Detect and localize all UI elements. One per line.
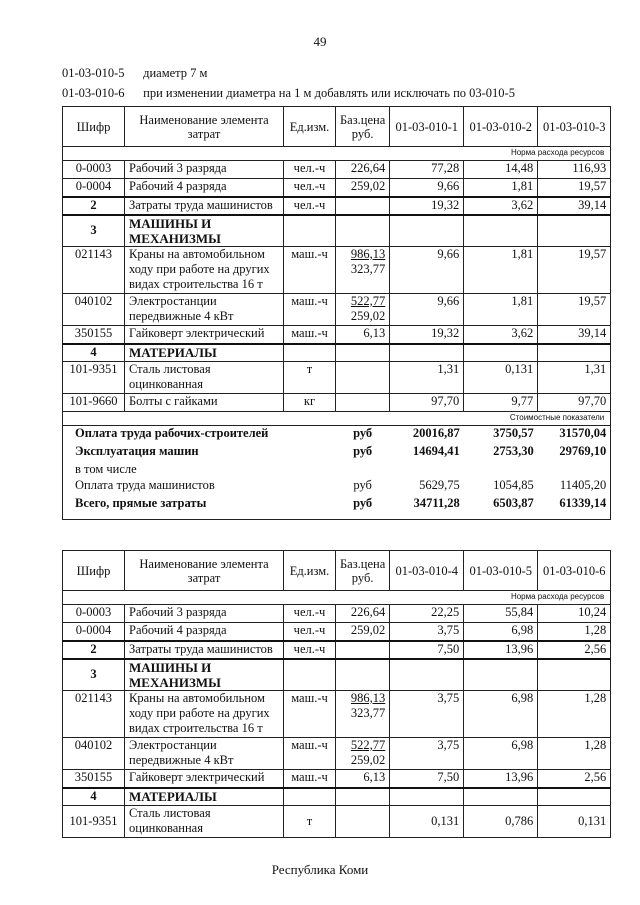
cell-price	[336, 691, 390, 738]
header-line-1	[62, 66, 207, 81]
cell-price	[336, 738, 390, 770]
cost-label: Стоимостные показатели	[63, 412, 611, 426]
norm-label: Норма расхода ресурсов	[63, 147, 611, 161]
cell-value-2: 13,96	[464, 641, 538, 659]
cell-price: 226,64	[336, 161, 390, 179]
cell-name: Рабочий 3 разряда	[125, 161, 284, 179]
cell-value-2: 55,84	[464, 605, 538, 623]
cell-value-1: 9,66	[390, 179, 464, 197]
table-row	[63, 197, 611, 215]
cell-code: 350155	[63, 326, 125, 344]
summary-label: Оплата труда рабочих-строителей	[63, 426, 336, 444]
cell-value-2: 0,131	[464, 362, 538, 394]
cell-unit: чел.-ч	[284, 623, 336, 641]
summary-label: Всего, прямые затраты	[63, 496, 336, 520]
cell-code: 0-0003	[63, 161, 125, 179]
summary-value-3	[538, 462, 611, 478]
cell-price	[336, 394, 390, 412]
norm-row	[63, 591, 611, 605]
cell-code: 0-0004	[63, 623, 125, 641]
cell-code: 101-9351	[63, 806, 125, 838]
header-line-text: диаметр 7 м	[143, 66, 208, 80]
cell-value-3: 19,57	[538, 247, 611, 294]
table-row	[63, 605, 611, 623]
cell-value-1: 97,70	[390, 394, 464, 412]
cell-code: 101-9351	[63, 362, 125, 394]
cell-value-1: 19,32	[390, 197, 464, 215]
header-name: Наименование элемента затрат	[125, 107, 284, 147]
cell-code: 0-0004	[63, 179, 125, 197]
resource-table-2	[62, 550, 611, 838]
page-number: 49	[313, 34, 327, 49]
cell-unit: чел.-ч	[284, 161, 336, 179]
cell-value-2: 3,62	[464, 326, 538, 344]
header-line-2	[62, 86, 515, 101]
cell-value-2: 13,96	[464, 770, 538, 788]
section-row	[63, 659, 611, 691]
cell-unit	[284, 659, 336, 691]
cell-code: 2	[63, 197, 125, 215]
summary-value-1: 20016,87	[412, 426, 460, 440]
summary-value-3: 31570,04	[538, 426, 611, 444]
norm-label: Норма расхода ресурсов	[63, 591, 611, 605]
cell-value-1: 19,32	[390, 326, 464, 344]
summary-row	[63, 478, 611, 496]
cell-value-1: 3,75	[390, 691, 464, 738]
cell-unit: маш.-ч	[284, 294, 336, 326]
cell-value-1	[390, 788, 464, 806]
cell-value-3: 10,24	[538, 605, 611, 623]
summary-value-3: 29769,10	[538, 444, 611, 462]
cell-unit: т	[284, 362, 336, 394]
summary-unit: руб	[336, 496, 390, 520]
table-row	[63, 247, 611, 294]
summary-value-2	[464, 462, 538, 478]
table-row	[63, 641, 611, 659]
summary-row	[63, 462, 611, 478]
section-row	[63, 215, 611, 247]
cell-value-1	[390, 344, 464, 362]
cell-name: Гайковерт электрический	[125, 770, 284, 788]
price-main: 986,13	[350, 691, 386, 705]
cell-value-3: 116,93	[538, 161, 611, 179]
cell-value-3: 39,14	[538, 197, 611, 215]
cell-code: 3	[63, 659, 125, 691]
cell-name: Рабочий 4 разряда	[125, 179, 284, 197]
cell-value-1: 7,50	[390, 770, 464, 788]
header-price: Баз.цена руб.	[336, 107, 390, 147]
cell-value-2: 1,81	[464, 179, 538, 197]
cell-price: 6,13	[336, 770, 390, 788]
cell-value-1: 7,50	[390, 641, 464, 659]
section-title: МАТЕРИАЛЫ	[125, 788, 284, 806]
header-unit: Ед.изм.	[284, 107, 336, 147]
cell-name: Рабочий 3 разряда	[125, 605, 284, 623]
cell-name: Электростанции передвижные 4 кВт	[125, 294, 284, 326]
summary-value-3: 11405,20	[538, 478, 611, 496]
cell-value-3	[538, 788, 611, 806]
table-row	[63, 394, 611, 412]
cell-value-1: 22,25	[390, 605, 464, 623]
section-title: МАТЕРИАЛЫ	[125, 344, 284, 362]
cell-name: Гайковерт электрический	[125, 326, 284, 344]
cell-unit: чел.-ч	[284, 179, 336, 197]
header-line-text: при изменении диаметра на 1 м добавлять или исключать по 03-010-5	[143, 86, 515, 100]
cell-unit: чел.-ч	[284, 605, 336, 623]
cell-value-3: 0,131	[538, 806, 611, 838]
resource-table-1	[62, 106, 611, 520]
summary-unit	[336, 462, 390, 478]
cell-unit	[284, 344, 336, 362]
cell-price	[336, 362, 390, 394]
cell-value-3: 1,28	[538, 691, 611, 738]
cell-code: 0-0003	[63, 605, 125, 623]
cell-unit: маш.-ч	[284, 326, 336, 344]
price-sub: 259,02	[350, 753, 386, 767]
cell-price: 6,13	[336, 326, 390, 344]
cell-value-2: 14,48	[464, 161, 538, 179]
header-code: Шифр	[63, 551, 125, 591]
cell-value-3	[538, 215, 611, 247]
cell-value-2: 3,62	[464, 197, 538, 215]
cell-price	[336, 294, 390, 326]
summary-value-2: 2753,30	[493, 443, 534, 458]
cell-name: Болты с гайками	[125, 394, 284, 412]
cell-value-3: 19,57	[538, 179, 611, 197]
cell-value-1	[390, 659, 464, 691]
cell-value-3: 97,70	[538, 394, 611, 412]
table-header-row	[63, 107, 611, 147]
price-main: 522,77	[350, 294, 386, 308]
summary-value-2: 3750,57	[493, 426, 534, 440]
summary-value-1	[390, 462, 464, 478]
header-line-code: 01-03-010-5	[62, 66, 125, 80]
cell-unit: маш.-ч	[284, 691, 336, 738]
cell-value-1: 9,66	[390, 247, 464, 294]
cell-value-2: 1,81	[464, 247, 538, 294]
cell-price: 226,64	[336, 605, 390, 623]
cell-code: 4	[63, 344, 125, 362]
price-main: 986,13	[350, 247, 386, 261]
cell-price: 259,02	[336, 623, 390, 641]
cell-value-1: 1,31	[390, 362, 464, 394]
summary-label: в том числе	[63, 462, 336, 478]
cell-name: Краны на автомобильном ходу при работе на других видах строительства 16 т	[125, 247, 284, 294]
cell-unit: маш.-ч	[284, 247, 336, 294]
header-col-1: 01-03-010-4	[390, 551, 464, 591]
cell-unit: кг	[284, 394, 336, 412]
summary-unit: руб	[353, 477, 372, 492]
cell-unit: чел.-ч	[284, 641, 336, 659]
cell-value-2	[464, 344, 538, 362]
cell-code: 040102	[63, 738, 125, 770]
summary-value-1: 14694,41	[412, 443, 460, 458]
cell-value-3: 1,31	[538, 362, 611, 394]
header-code: Шифр	[63, 107, 125, 147]
summary-value-1: 34711,28	[390, 496, 464, 520]
price-sub: 323,77	[350, 706, 386, 720]
cell-name: Сталь листовая оцинкованная	[125, 806, 284, 838]
table-row	[63, 362, 611, 394]
header-col-2: 01-03-010-2	[464, 107, 538, 147]
cell-name: Рабочий 4 разряда	[125, 623, 284, 641]
cell-value-3: 1,28	[538, 623, 611, 641]
cell-name: Затраты труда машинистов	[125, 197, 284, 215]
section-title: МАШИНЫ И МЕХАНИЗМЫ	[125, 659, 284, 691]
cell-unit: маш.-ч	[284, 770, 336, 788]
cell-value-2	[464, 659, 538, 691]
cell-code: 350155	[63, 770, 125, 788]
cell-value-3: 2,56	[538, 770, 611, 788]
cell-value-1: 3,75	[390, 623, 464, 641]
table-row	[63, 179, 611, 197]
cell-value-3: 39,14	[538, 326, 611, 344]
cell-price	[336, 344, 390, 362]
header-price: Баз.цена руб.	[336, 551, 390, 591]
cell-name: Краны на автомобильном ходу при работе на других видах строительства 16 т	[125, 691, 284, 738]
cell-value-1: 3,75	[390, 738, 464, 770]
table-row	[63, 770, 611, 788]
cell-unit: чел.-ч	[284, 197, 336, 215]
price-sub: 323,77	[350, 262, 386, 276]
cell-price	[336, 659, 390, 691]
cell-code: 3	[63, 215, 125, 247]
cell-value-2: 6,98	[464, 738, 538, 770]
summary-value-2: 6503,87	[464, 496, 538, 520]
page-footer: Республика Коми	[271, 862, 369, 877]
cell-code: 040102	[63, 294, 125, 326]
price-main: 522,77	[350, 738, 386, 752]
summary-label: Эксплуатация машин	[63, 444, 336, 462]
summary-unit: руб	[353, 443, 373, 458]
table-row	[63, 326, 611, 344]
cell-price	[336, 641, 390, 659]
cell-value-1	[390, 215, 464, 247]
header-name: Наименование элемента затрат	[125, 551, 284, 591]
cell-unit: т	[284, 806, 336, 838]
cell-price	[336, 247, 390, 294]
cell-value-2: 1,81	[464, 294, 538, 326]
section-title: МАШИНЫ И МЕХАНИЗМЫ	[125, 215, 284, 247]
cell-price: 259,02	[336, 179, 390, 197]
price-sub: 259,02	[350, 309, 386, 323]
table-row	[63, 738, 611, 770]
header-col-2: 01-03-010-5	[464, 551, 538, 591]
cell-value-3: 2,56	[538, 641, 611, 659]
table-row	[63, 806, 611, 838]
table-row	[63, 161, 611, 179]
norm-row	[63, 147, 611, 161]
cell-value-2	[464, 788, 538, 806]
cell-value-3	[538, 344, 611, 362]
summary-row	[63, 444, 611, 462]
cell-name: Электростанции передвижные 4 кВт	[125, 738, 284, 770]
cell-price	[336, 197, 390, 215]
header-unit: Ед.изм.	[284, 551, 336, 591]
cell-value-2: 6,98	[464, 691, 538, 738]
cell-code: 101-9660	[63, 394, 125, 412]
cell-code: 4	[63, 788, 125, 806]
cell-name: Сталь листовая оцинкованная	[125, 362, 284, 394]
header-col-3: 01-03-010-6	[538, 551, 611, 591]
cost-row	[63, 412, 611, 426]
cell-value-3: 19,57	[538, 294, 611, 326]
cell-price	[336, 806, 390, 838]
summary-value-1: 5629,75	[419, 477, 460, 492]
summary-value-3: 61339,14	[538, 496, 611, 520]
cell-unit	[284, 788, 336, 806]
cell-price	[336, 215, 390, 247]
cell-value-3: 1,28	[538, 738, 611, 770]
header-line-code: 01-03-010-6	[62, 86, 125, 100]
section-row	[63, 344, 611, 362]
summary-label: Оплата труда машинистов	[63, 478, 336, 496]
section-row	[63, 788, 611, 806]
cell-value-1: 9,66	[390, 294, 464, 326]
cell-value-2: 0,786	[464, 806, 538, 838]
table-header-row	[63, 551, 611, 591]
table-row	[63, 294, 611, 326]
table-row	[63, 623, 611, 641]
cell-value-2: 6,98	[464, 623, 538, 641]
cell-value-2: 9,77	[464, 394, 538, 412]
cell-value-1: 0,131	[390, 806, 464, 838]
summary-row	[63, 426, 611, 444]
cell-code: 021143	[63, 691, 125, 738]
cell-value-2	[464, 215, 538, 247]
summary-row	[63, 496, 611, 520]
summary-unit: руб	[353, 426, 373, 440]
cell-code: 021143	[63, 247, 125, 294]
header-col-3: 01-03-010-3	[538, 107, 611, 147]
table-row	[63, 691, 611, 738]
cell-name: Затраты труда машинистов	[125, 641, 284, 659]
cell-unit	[284, 215, 336, 247]
header-col-1: 01-03-010-1	[390, 107, 464, 147]
cell-unit: маш.-ч	[284, 738, 336, 770]
cell-value-3	[538, 659, 611, 691]
cell-value-1: 77,28	[390, 161, 464, 179]
summary-value-2: 1054,85	[493, 477, 534, 492]
cell-code: 2	[63, 641, 125, 659]
cell-price	[336, 788, 390, 806]
